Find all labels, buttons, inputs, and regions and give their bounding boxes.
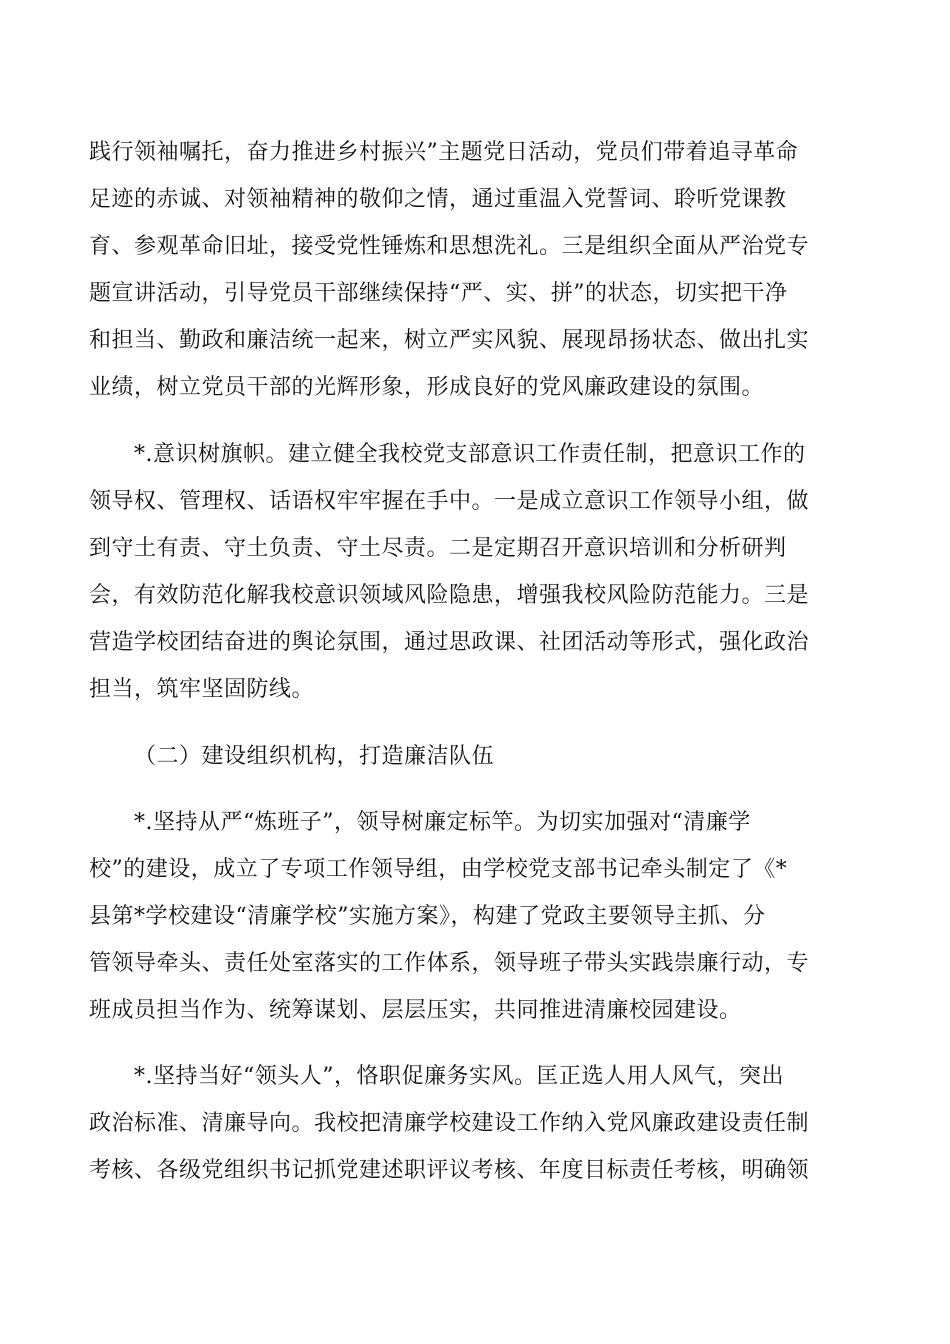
text-line: 营造学校团结奋进的舆论氛围，通过思政课、社团活动等形式，强化政治 <box>89 630 810 655</box>
text-line: 题宣讲活动，引导党员干部继续保持“严、实、拼”的状态，切实把干净 <box>89 281 788 306</box>
text-line: 践行领袖嘱托，奋力推进乡村振兴”主题党日活动，党员们带着追寻革命 <box>89 140 799 165</box>
text-line: 足迹的赤诚、对领袖精神的敬仰之情，通过重温入党誓词、聆听党课教 <box>89 187 787 212</box>
text-line: *.意识树旗帜。建立健全我校党支部意识工作责任制，把意识工作的 <box>134 442 806 467</box>
text-line: *.坚持当好“领头人”，恪职促廉务实风。匡正选人用人风气，突出 <box>134 1064 784 1089</box>
text-line: 班成员担当作为、统筹谋划、层层压实，共同推进清廉校园建设。 <box>89 998 742 1023</box>
text-line: 校”的建设，成立了专项工作领导组，由学校党支部书记牵头制定了《* <box>89 857 788 882</box>
section-heading: （二）建设组织机构，打造廉洁队伍 <box>134 744 495 769</box>
text-line: 县第*学校建设“清廉学校”实施方案》，构建了党政主要领导主抓、分 <box>89 904 766 929</box>
text-line: 政治标准、清廉导向。我校把清廉学校建设工作纳入党风廉政建设责任制 <box>89 1111 810 1136</box>
text-line: *.坚持从严“炼班子”，领导树廉定标竿。为切实加强对“清廉学 <box>134 810 751 835</box>
text-line: 会，有效防范化解我校意识领域风险隐患，增强我校风险防范能力。三是 <box>89 583 810 608</box>
text-line: 领导权、管理权、话语权牢牢握在手中。一是成立意识工作领导小组，做 <box>89 489 810 514</box>
text-line: 考核、各级党组织书记抓党建述职评议考核、年度目标责任考核，明确领 <box>89 1158 810 1183</box>
text-line: 担当，筑牢坚固防线。 <box>89 677 315 702</box>
text-line: 管领导牵头、责任处室落实的工作体系，领导班子带头实践崇廉行动，专 <box>89 951 810 976</box>
text-line: 业绩，树立党员干部的光辉形象，形成良好的党风廉政建设的氛围。 <box>89 375 765 400</box>
text-line: 育、参观革命旧址，接受党性锤炼和思想洗礼。三是组织全面从严治党专 <box>89 234 810 259</box>
text-line: 到守土有责、守土负责、守土尽责。二是定期召开意识培训和分析研判 <box>89 536 787 561</box>
text-line: 和担当、勤政和廉洁统一起来，树立严实风貌、展现昂扬状态、做出扎实 <box>89 328 810 353</box>
